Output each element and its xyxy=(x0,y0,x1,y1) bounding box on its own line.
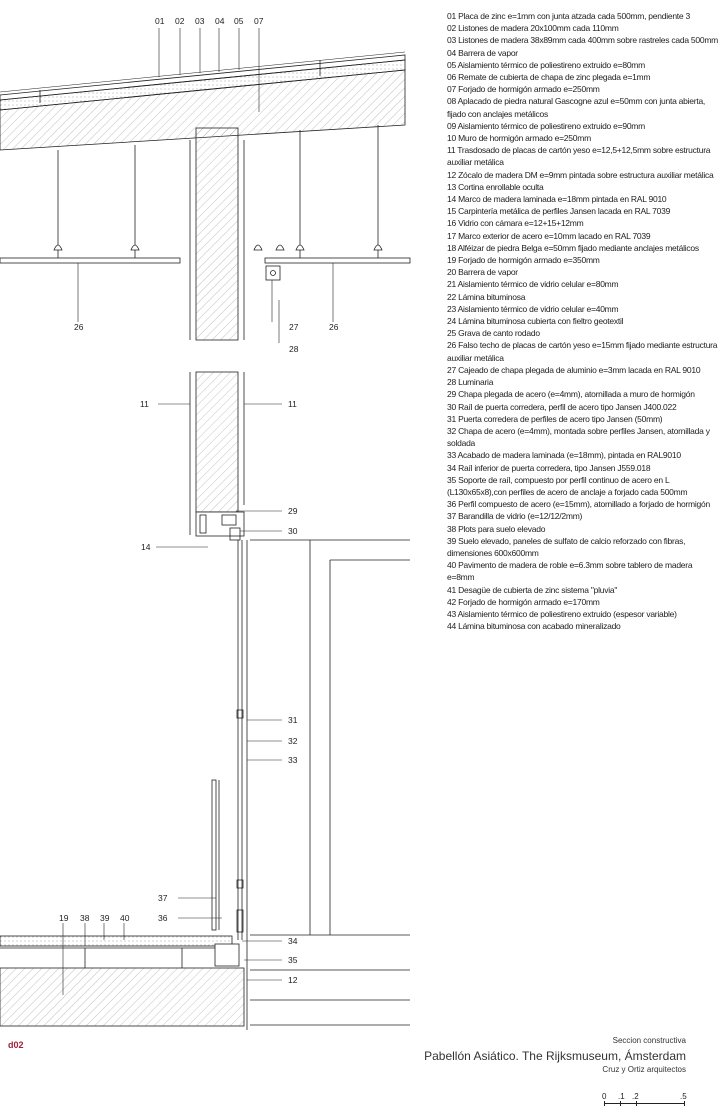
scale-tick xyxy=(620,1101,621,1106)
legend-item-text: Raíl de puerta corredera, perfil de acero tipo Jansen J400.022 xyxy=(458,401,677,412)
legend-item-number: 08 xyxy=(447,96,456,107)
legend-item xyxy=(447,278,726,290)
glass-railing xyxy=(212,780,219,930)
legend-item-number: 28 xyxy=(447,377,456,388)
legend-item xyxy=(447,291,726,303)
drawing-title: Pabellón Asiático. The Rijksmuseum, Ámsterdam xyxy=(424,1049,686,1063)
scale-tick xyxy=(684,1101,685,1106)
legend-item-text: Perfil compuesto de acero (e=15mm), atornillado a forjado de hormigón xyxy=(458,499,710,510)
legend-item-number: 01 xyxy=(447,11,456,21)
legend-item xyxy=(447,47,726,59)
legend-item xyxy=(447,376,726,388)
legend-item-number: 02 xyxy=(447,23,456,34)
callout-36: 36 xyxy=(158,913,168,923)
legend-item-text: Alféizar de piedra Belga e=50mm fijado mediante anclajes metálicos xyxy=(457,242,699,253)
callout-28: 28 xyxy=(289,344,299,354)
legend-item-number: 12 xyxy=(447,169,456,180)
legend-item-text: Cajeado de chapa plegada de aluminio e=3mm lacada en RAL 9010 xyxy=(458,364,701,375)
legend-item-number: 34 xyxy=(447,462,456,473)
floor-finish xyxy=(0,936,232,946)
callout-03: 03 xyxy=(195,16,205,26)
callout-29: 29 xyxy=(288,506,298,516)
legend-item-continuation: soldada xyxy=(447,438,476,449)
callout-02: 02 xyxy=(175,16,185,26)
legend-item-text: Zócalo de madera DM e=9mm pintada sobre estructura auxiliar metálica xyxy=(458,169,714,180)
legend-item-text: Aislamiento térmico de poliestireno extruido (espesor variable) xyxy=(457,608,677,619)
scale-tick xyxy=(636,1101,637,1106)
legend-item xyxy=(447,193,726,205)
legend-list xyxy=(447,10,726,632)
callout-37: 37 xyxy=(158,893,168,903)
legend-item-number: 20 xyxy=(447,267,456,278)
legend-item-number: 24 xyxy=(447,316,456,327)
legend-item-text: Trasdosado de placas de cartón yeso e=12,5+12,5mm sobre estructura xyxy=(457,145,711,156)
legend-item-number: 31 xyxy=(447,413,456,424)
scale-line xyxy=(604,1103,684,1104)
legend-item-text: Luminaria xyxy=(458,377,494,388)
legend-item-continuation: auxiliar metálica xyxy=(447,157,504,168)
legend-item xyxy=(447,59,726,71)
legend-item-number: 25 xyxy=(447,328,456,339)
floor-assembly xyxy=(0,935,410,1030)
legend-item-text: Aplacado de piedra natural Gascogne azul e=50mm con junta abierta, xyxy=(457,96,706,107)
legend-item-text: Aislamiento térmico de vidrio celular e=40mm xyxy=(457,303,619,314)
concrete-wall xyxy=(190,128,244,535)
legend-item-text: Listones de madera 20x100mm cada 110mm xyxy=(458,23,619,34)
legend-item xyxy=(447,388,726,400)
legend-item-number: 14 xyxy=(447,194,456,205)
callout-31: 31 xyxy=(288,715,298,725)
legend-item-number: 18 xyxy=(447,242,456,253)
legend-item xyxy=(447,608,726,620)
legend-item-number: 07 xyxy=(447,84,456,95)
legend-item-number: 05 xyxy=(447,59,456,70)
legend-item xyxy=(447,510,726,522)
legend-item-text: Acabado de madera laminada (e=18mm), pintada en RAL9010 xyxy=(457,450,681,461)
legend-item-text: Barrera de vapor xyxy=(458,47,518,58)
legend-item xyxy=(447,535,726,559)
legend-item-text: Grava de canto rodado xyxy=(458,328,540,339)
legend-item-text: Carpintería metálica de perfiles Jansen lacada en RAL 7039 xyxy=(458,206,671,217)
scale-label-1: .1 xyxy=(618,1092,625,1101)
legend-item xyxy=(447,425,726,449)
legend-item xyxy=(447,254,726,266)
callout-19: 19 xyxy=(59,913,69,923)
legend-item-text: Cortina enrollable oculta xyxy=(458,181,544,192)
scale-label-5: .5 xyxy=(680,1092,687,1101)
callout-32: 32 xyxy=(288,736,298,746)
legend-item-text: Marco de madera laminada e=18mm pintada en RAL 9010 xyxy=(458,194,667,205)
callout-11-left: 11 xyxy=(140,399,149,409)
callout-38: 38 xyxy=(80,913,90,923)
legend-item-number: 43 xyxy=(447,608,456,619)
callout-12: 12 xyxy=(288,975,298,985)
legend-item xyxy=(447,169,726,181)
legend-item-number: 03 xyxy=(447,35,456,46)
callout-33: 33 xyxy=(288,755,298,765)
legend-item-number: 19 xyxy=(447,255,456,266)
legend-item-text: Plots para suelo elevado xyxy=(458,523,546,534)
legend-item xyxy=(447,462,726,474)
legend-item xyxy=(447,242,726,254)
legend-item-number: 38 xyxy=(447,523,456,534)
legend-item-text: Aislamiento térmico de poliestireno extruido e=80mm xyxy=(457,59,645,70)
door-window-frames xyxy=(196,512,410,940)
callout-26-left: 26 xyxy=(74,322,84,332)
legend-item-text: Lámina bituminosa cubierta con fieltro geotextil xyxy=(458,316,624,327)
legend-item-text: Aislamiento térmico de poliestireno extruido e=90mm xyxy=(457,120,645,131)
legend-item-continuation: (L130x65x8),con perfiles de acero de anclaje a forjado cada 500mm xyxy=(447,486,688,497)
legend-item-text: Suelo elevado, paneles de sulfato de calcio reforzado con fibras, xyxy=(458,535,686,546)
legend-item xyxy=(447,364,726,376)
callout-14: 14 xyxy=(141,542,151,552)
legend-item-number: 22 xyxy=(447,291,456,302)
wall-upper xyxy=(196,128,238,340)
legend-item-text: Muro de hormigón armado e=250mm xyxy=(458,133,591,144)
legend-item xyxy=(447,132,726,144)
legend-item-number: 26 xyxy=(447,340,456,351)
legend-item-number: 09 xyxy=(447,120,456,131)
legend-item-number: 06 xyxy=(447,72,456,83)
callout-11-right: 11 xyxy=(288,399,297,409)
legend-item-number: 13 xyxy=(447,181,456,192)
legend-item xyxy=(447,83,726,95)
legend-item-text: Aislamiento térmico de vidrio celular e=80mm xyxy=(457,279,619,290)
legend-item-number: 33 xyxy=(447,450,456,461)
legend-item xyxy=(447,413,726,425)
legend-item xyxy=(447,181,726,193)
legend-item-text: Placa de zinc e=1mm con junta atzada cada 500mm, pendiente 3 xyxy=(458,11,690,21)
legend-item-number: 35 xyxy=(447,474,456,485)
legend-item-continuation: fijado con anclajes metálicos xyxy=(447,108,548,119)
legend-item-continuation: auxiliar metálica xyxy=(447,352,504,363)
floor-slab xyxy=(0,968,244,1026)
scale-label-2: .2 xyxy=(632,1092,639,1101)
legend-item xyxy=(447,327,726,339)
callout-27: 27 xyxy=(289,322,299,332)
legend-item-number: 30 xyxy=(447,401,456,412)
legend-item-number: 44 xyxy=(447,621,456,632)
scale-label-0: 0 xyxy=(602,1092,607,1101)
title-block xyxy=(424,1036,686,1074)
legend-item-number: 42 xyxy=(447,596,456,607)
legend-item xyxy=(447,401,726,413)
legend-item xyxy=(447,596,726,608)
legend-item xyxy=(447,474,726,498)
legend-item-number: 04 xyxy=(447,47,456,58)
legend-item-text: Forjado de hormigón armado e=250mm xyxy=(458,84,600,95)
callout-04: 04 xyxy=(215,16,225,26)
callout-34: 34 xyxy=(288,936,298,946)
legend-item xyxy=(447,584,726,596)
legend-item xyxy=(447,22,726,34)
legend-item xyxy=(447,34,726,46)
legend-item-text: Lámina bituminosa xyxy=(458,291,526,302)
callout-35: 35 xyxy=(288,955,298,965)
legend-item-text: Raíl inferior de puerta corredera, tipo Jansen J559.018 xyxy=(458,462,651,473)
legend-item-text: Lámina bituminosa con acabado mineralizado xyxy=(458,621,621,632)
legend-item-text: Barrera de vapor xyxy=(458,267,518,278)
legend-item-number: 11 xyxy=(447,145,456,156)
legend-item-number: 29 xyxy=(447,389,456,400)
legend-item xyxy=(447,266,726,278)
legend-item-number: 32 xyxy=(447,425,456,436)
scale-bar xyxy=(600,1092,690,1112)
callout-05: 05 xyxy=(234,16,244,26)
legend-item-number: 27 xyxy=(447,364,456,375)
legend-item-text: Remate de cubierta de chapa de zinc plegada e=1mm xyxy=(458,72,651,83)
drawing-author: Cruz y Ortiz arquitectos xyxy=(602,1065,686,1074)
legend-item-number: 15 xyxy=(447,206,456,217)
legend-item-number: 17 xyxy=(447,230,456,241)
legend-item xyxy=(447,120,726,132)
legend-item xyxy=(447,217,726,229)
legend-item xyxy=(447,620,726,632)
legend-item xyxy=(447,339,726,363)
legend-item-number: 36 xyxy=(447,499,456,510)
legend-item-continuation: dimensiones 600x600mm xyxy=(447,547,539,558)
title-caption: Seccion constructiva xyxy=(612,1036,686,1045)
legend-item xyxy=(447,559,726,583)
callout-07: 07 xyxy=(254,16,264,26)
callout-26-right: 26 xyxy=(329,322,339,332)
legend-item-number: 40 xyxy=(447,560,456,571)
legend-item-number: 21 xyxy=(447,279,456,290)
legend-item xyxy=(447,449,726,461)
legend-item-text: Barandilla de vidrio (e=12/12/2mm) xyxy=(458,511,583,522)
scale-tick xyxy=(604,1101,605,1106)
callout-30: 30 xyxy=(288,526,298,536)
legend-item xyxy=(447,230,726,242)
legend-item xyxy=(447,315,726,327)
legend-item xyxy=(447,144,726,168)
legend-item-text: Forjado de hormigón armado e=170mm xyxy=(458,596,600,607)
legend-item-text: Soporte de raíl, compuesto por perfil continuo de acero en L xyxy=(458,474,670,485)
legend-item xyxy=(447,498,726,510)
legend-item xyxy=(447,205,726,217)
legend-item-text: Chapa plegada de acero (e=4mm), atornillada a muro de hormigón xyxy=(458,389,695,400)
legend-item-text: Forjado de hormigón armado e=350mm xyxy=(458,255,600,266)
legend-item-number: 41 xyxy=(447,584,456,595)
legend-item xyxy=(447,71,726,83)
legend-item xyxy=(447,95,726,119)
legend-item-number: 37 xyxy=(447,511,456,522)
legend-item xyxy=(447,10,726,22)
legend-item-text: Puerta corredera de perfiles de acero tipo Jansen (50mm) xyxy=(458,413,663,424)
legend-item-text: Desagüe de cubierta de zinc sistema "pluvia" xyxy=(458,584,618,595)
legend-item-number: 16 xyxy=(447,218,456,229)
callout-39: 39 xyxy=(100,913,110,923)
legend-item-text: Listones de madera 38x89mm cada 400mm sobre rastreles cada 500mm xyxy=(458,35,719,46)
legend-item-number: 23 xyxy=(447,303,456,314)
legend-item-text: Vidrio con cámara e=12+15+12mm xyxy=(458,218,584,229)
legend-item-continuation: e=8mm xyxy=(447,572,475,583)
legend-item-number: 10 xyxy=(447,133,456,144)
legend-item-text: Falso techo de placas de cartón yeso e=15mm fijado mediante estructura xyxy=(458,340,718,351)
legend-item-text: Pavimento de madera de roble e=6.3mm sobre tablero de madera xyxy=(458,560,693,571)
legend-item xyxy=(447,523,726,535)
legend-item-number: 39 xyxy=(447,535,456,546)
sheet-id: d02 xyxy=(8,1040,24,1050)
legend-item-text: Chapa de acero (e=4mm), montada sobre perfiles Jansen, atornillada y xyxy=(458,425,710,436)
legend-item-text: Marco exterior de acero e=10mm lacado en RAL 7039 xyxy=(458,230,651,241)
legend-item xyxy=(447,303,726,315)
callout-01: 01 xyxy=(155,16,165,26)
callout-40: 40 xyxy=(120,913,130,923)
wall-lower xyxy=(196,372,238,512)
